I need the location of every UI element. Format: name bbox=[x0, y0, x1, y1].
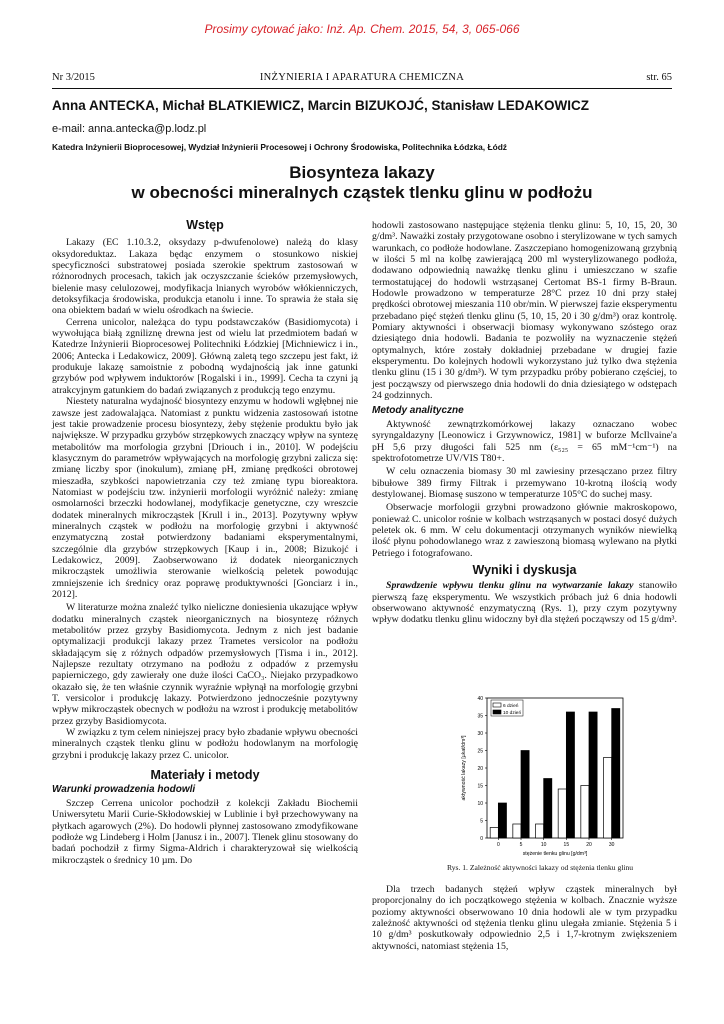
results-text: stanowiło pierwszą fazę eksperymentu. We wszystkich próbach już 6 dnia hodowli obserwowano aktywność enzymatyczną (Rys. 1), przy czym pozytywny wpływ dodatku tlenku glinu widoczny był dla stężeń począwszy od 15 g/dm³. bbox=[372, 580, 678, 626]
section-heading-methods: Materiały i metody bbox=[150, 768, 260, 783]
section-heading-intro: Wstęp bbox=[186, 218, 224, 232]
paragraph: Obserwacje morfologii grzybni prowadzono głównie makroskopowo, ponieważ C. unicolor rośnie w kolbach wstrząsanych w postaci dosyć dużych peletek ok. 6 mm. W celu dokumentacji otrzymanych wyników niewielką ilość płynu pohodowlanego wraz z zawieszoną biomasą wylewano na płytki Petriego i fotografowano. bbox=[372, 502, 677, 559]
paragraph: W celu oznaczenia biomasy 30 ml zawiesiny przesączano przez filtry bibułowe 389 firmy Filtrak i przemywano 10-krotną ilością wody destylowanej. Biomasę suszono w temperaturze 105°C do suchej masy. bbox=[372, 466, 677, 500]
title-line-2: w obecności mineralnych cząstek tlenku glinu w podłożu bbox=[131, 183, 593, 202]
subsection-heading-analytic: Metody analityczne bbox=[372, 404, 464, 416]
bar-day6 bbox=[581, 786, 589, 839]
right-column bbox=[372, 220, 677, 626]
legend-label: 6 dzień bbox=[503, 704, 519, 709]
paragraph: Dla trzech badanych stężeń wpływ cząstek mineralnych był proporcjonalny do ich początkowego stężenia w kolbach. Znacznie wyższe poziomy aktywności obserwowano 10 dnia hodowli ale w tym przypadku zależność aktywności od stężenia tlenku glinu ulegała zmianie. Stężenia 5 i 10 g/dm³ poskutkowały odpowiednio 2,5 i 1,7-krotnym zwiększeniem aktywności, natomiast stężenia 15, bbox=[372, 884, 677, 952]
bar-day10 bbox=[612, 709, 620, 839]
paragraph bbox=[372, 580, 677, 625]
legend-swatch bbox=[493, 703, 501, 707]
figure-caption: Rys. 1. Zależność aktywności lakazy od stężenia tlenku glinu bbox=[446, 863, 634, 872]
paragraph: Lakazy (EC 1.10.3.2, oksydazy p-dwufenolowe) należą do klasy oksydoreduktaz. Lakaza będąc enzymem o stosunkowo niskiej specyficzności substratowej posiada szerokie spektrum zastosowań w różnorodnych procesach, takich jak oczyszczanie ścieków przemysłowych, bielenie masy celulozowej, modyfikacja lnianych wyrobów włókienniczych, detoksyfikacja środowiska, produkcja etanolu i inne. To sprawia że stała się ona obiektem badań w wielu ośrodkach na świecie. bbox=[52, 237, 358, 317]
x-tick-label: 20 bbox=[586, 842, 592, 848]
paragraph: Cerrena unicolor, należąca do typu podstawczaków (Basidiomycota) i wywołująca białą zgniliznę drewna jest od wielu lat przedmiotem badań w Katedrze Inżynierii Bioprocesowej Politechniki Łódzkiej [Michniewicz i in., 2006; Antecka i Ledakowicz, 2009]. Główną zaletą tego szczepu jest fakt, iż produkuje lakazę samoistnie z pobodną wydajnością jak inne gatunki grzybów pod wpływem induktorów [Rogalski i in., 1999]. Cecha ta czyni ją atrakcyjnym gatunkiem do badań związanych z produkcją tego enzymu. bbox=[52, 316, 358, 396]
results-lead: Sprawdzenie wpływu tlenku glinu na wytwarzanie lakazy bbox=[386, 580, 634, 592]
bar-day6 bbox=[513, 824, 521, 838]
page-number: str. 65 bbox=[646, 72, 672, 83]
email[interactable]: e-mail: anna.antecka@p.lodz.pl bbox=[52, 123, 207, 135]
y-tick-label: 15 bbox=[477, 783, 483, 790]
y-tick-label: 35 bbox=[477, 713, 483, 720]
paper-title bbox=[52, 163, 672, 203]
paragraph: hodowli zastosowano następujące stężenia tlenku glinu: 5, 10, 15, 20, 30 g/dm³. Naważki zostały przygotowane osobno i sterylizowane w tych samych warunkach, co podłoże hodowlane. Zaszczepiano homogenizowaną grzybnią w ilości 5 ml na kolbę zawierającą 200 ml wysterylizowanego podłoża, dodawano odpowiednią naważkę tlenku glinu i umieszczano w szafie termostatującej do hodowli wstrząsanej Certomat BS-1 firmy B-Braun. Hodowle prowadzono w temperaturze 28°C przez 10 dni przy stałej prędkości obrotowej mieszania 110 obr/min. W pierwszej fazie eksperymentu przebadano pięć stężeń tlenku glinu (5, 10, 15, 20 i 30 g/dm³) oraz kontrolę. Pomiary aktywności i obserwacji biomasy wykonywano szóstego oraz dziesiątego dnia hodowli. Badania te pozwoliły na wyznaczenie stężeń optymalnych, które zostały dokładniej przebadane w drugiej fazie eksperymentu. Do kolejnych hodowli wykorzystano już tylko dwa stężenia tlenku glinu (15 i 30 g/dm³). W tym przypadku próby pobierano częściej, to jest począwszy od pierwszego dnia hodowli do dnia dziesiątego w odstępach 24 godzinnych. bbox=[372, 220, 677, 402]
authors: Anna ANTECKA, Michał BLATKIEWICZ, Marcin BIZUKOJĆ, Stanisław LEDAKOWICZ bbox=[52, 98, 590, 113]
journal-name: INŻYNIERIA I APARATURA CHEMICZNA bbox=[259, 72, 465, 83]
paragraph: W literaturze można znaleźć tylko nieliczne doniesienia ukazujące wpływ dodatku mineralnych cząstek nieorganicznych na biosyntezę różnych metabolitów przez grzyby Basidiomycota. Jednym z nich jest badanie optymalizacji produkcji lakazy przez Trametes versicolor na podłożu składającym się z różnych odpadów przemysłowych [Tisma i in., 2012]. Najlepsze rezultaty otrzymano na podłożu z odpadów z przemysłu papierniczego, gdy zawierały one duże ilości CaCO₃. Niejako przypadkowo okazało się, że ten właśnie czynnik wyraźnie wpłynął na morfologię grzybni T. versicolor i produkcję lakazy. Potwierdzono jednocześnie pozytywny wpływ mikrocząstek obecnych w podłożu na wzrost i produkcję metabolitów przez grzyby Basidiomycota. bbox=[52, 602, 358, 727]
y-tick-label: 10 bbox=[477, 801, 483, 807]
bar-day6 bbox=[490, 828, 498, 839]
paragraph: W związku z tym celem niniejszej pracy było zbadanie wpływu obecności mineralnych cząstek tlenku glinu w podłożu hodowlanym na morfologię grzybni i produkcję lakazy przez C. unicolor. bbox=[52, 727, 358, 761]
bar-day10 bbox=[498, 803, 506, 838]
bar-day10 bbox=[544, 779, 552, 839]
title-line-1: Biosynteza lakazy bbox=[289, 163, 435, 182]
paragraph: Niestety naturalna wydajność biosyntezy enzymu w hodowli wgłębnej nie zawsze jest zadowalająca. Natomiast z punktu widzenia zastosowań istotne jest takie prowadzenie procesu biosyntezy, żeby stężenie produktu było jak największe. W przypadku grzybów strzępkowych znaczący wpływ na syntezę metabolitów ma morfologia grzybni [Driouch i in., 2010]. W podejściu klasycznym do parametrów wpływających na morfologię grzybni zalicza się: zmianę liczby spor (inokulum), zmianę pH, zmianę prędkości obrotowej mieszadła, szybkości napowietrzania czy też zmianę typu bioreaktora. Natomiast w podejściu tzw. inżynierii morfologii wyróżnić należy: zmianę osmolarności brzeczki hodowlanej, modyfikacje genetyczne, czy wreszcie dodatek mineralnych mikrocząstek [Krull i in., 2013]. Pozytywny wpływ mineralnych cząstek w podłożu na morfologię grzybni i aktywność enzymatyczną został potwierdzony badaniami eksperymentalnymi, szczególnie dla grzybów strzępkowych [Kaup i in., 2008; Bizukojć i Ledakowicz, 2009]. Zaobserwowano iż dodatek nieorganicznych mikrocząstek umożliwia sterowanie wielkością peletek powodując zmniejszenie ich średnicy oraz poprawę produktywności [Gonciarz i in., 2012]. bbox=[52, 396, 358, 600]
section-heading-results: Wyniki i dyskusja bbox=[472, 562, 577, 577]
bar-day6 bbox=[536, 824, 544, 838]
x-tick-label: 0 bbox=[496, 842, 500, 848]
bar-day10 bbox=[589, 712, 597, 838]
bar-day10 bbox=[521, 751, 529, 839]
citation-note: Prosimy cytować jako: Inż. Ap. Chem. 2015, 54, 3, 065-066 bbox=[204, 22, 520, 36]
legend-swatch bbox=[493, 710, 501, 714]
x-tick-label: 5 bbox=[519, 842, 523, 848]
bar-day6 bbox=[558, 789, 566, 838]
y-tick-label: 40 bbox=[477, 696, 483, 702]
x-tick-label: 10 bbox=[540, 842, 547, 848]
x-tick-label: 30 bbox=[608, 842, 615, 848]
y-tick-label: 25 bbox=[477, 748, 483, 755]
left-column bbox=[52, 220, 358, 866]
y-tick-label: 0 bbox=[480, 836, 483, 842]
y-tick-label: 5 bbox=[480, 818, 483, 825]
subsection-heading-culture: Warunki prowadzenia hodowli bbox=[52, 783, 196, 795]
y-tick-label: 20 bbox=[477, 766, 483, 772]
y-axis-label: aktywność lakazy [µkat/dm³] bbox=[461, 735, 467, 801]
x-tick-label: 15 bbox=[563, 842, 570, 848]
plot-frame bbox=[487, 698, 623, 838]
y-tick-label: 30 bbox=[477, 731, 483, 737]
right-column-bottom bbox=[372, 884, 677, 952]
issue-number: Nr 3/2015 bbox=[52, 72, 95, 83]
header-rule bbox=[52, 88, 672, 89]
legend-label: 10 dzień bbox=[503, 711, 522, 716]
x-axis-label: stężenie tlenku glinu [g/dm³] bbox=[522, 851, 588, 857]
affiliation: Katedra Inżynierii Bioprocesowej, Wydział Inżynierii Procesowej i Ochrony Środowiska, Politechnika Łódzka, Łódź bbox=[52, 142, 507, 152]
paragraph: Szczep Cerrena unicolor pochodził z kolekcji Zakładu Biochemii Uniwersytetu Marii Curie-Skłodowskiej w Lublinie i był przechowywany na płytkach agarowych (2%). Do hodowli płynnej zastosowano zmodyfikowane podłoże wg Lindeberg i Holm [Janusz i in., 2007]. Tlenek glinu stosowany do badań pochodził z firmy Sigma-Aldrich i charakteryzował się wielkością mikrocząstek o średnicy 10 µm. Do bbox=[52, 797, 358, 866]
bar-day10 bbox=[566, 712, 574, 838]
activity-bar-chart bbox=[455, 690, 630, 865]
bar-day6 bbox=[604, 758, 612, 839]
paragraph: Aktywność zewnątrzkomórkowej lakazy oznaczano wobec syryngaldazyny [Leonowicz i Grzywnowicz, 1981] w buforze McIlvaine'a pH 5,6 przy długości fali 525 nm (ε₅₂₅ = 65 mM⁻¹cm⁻¹) na spektrofotometrze UV/VIS T80+. bbox=[372, 418, 677, 464]
